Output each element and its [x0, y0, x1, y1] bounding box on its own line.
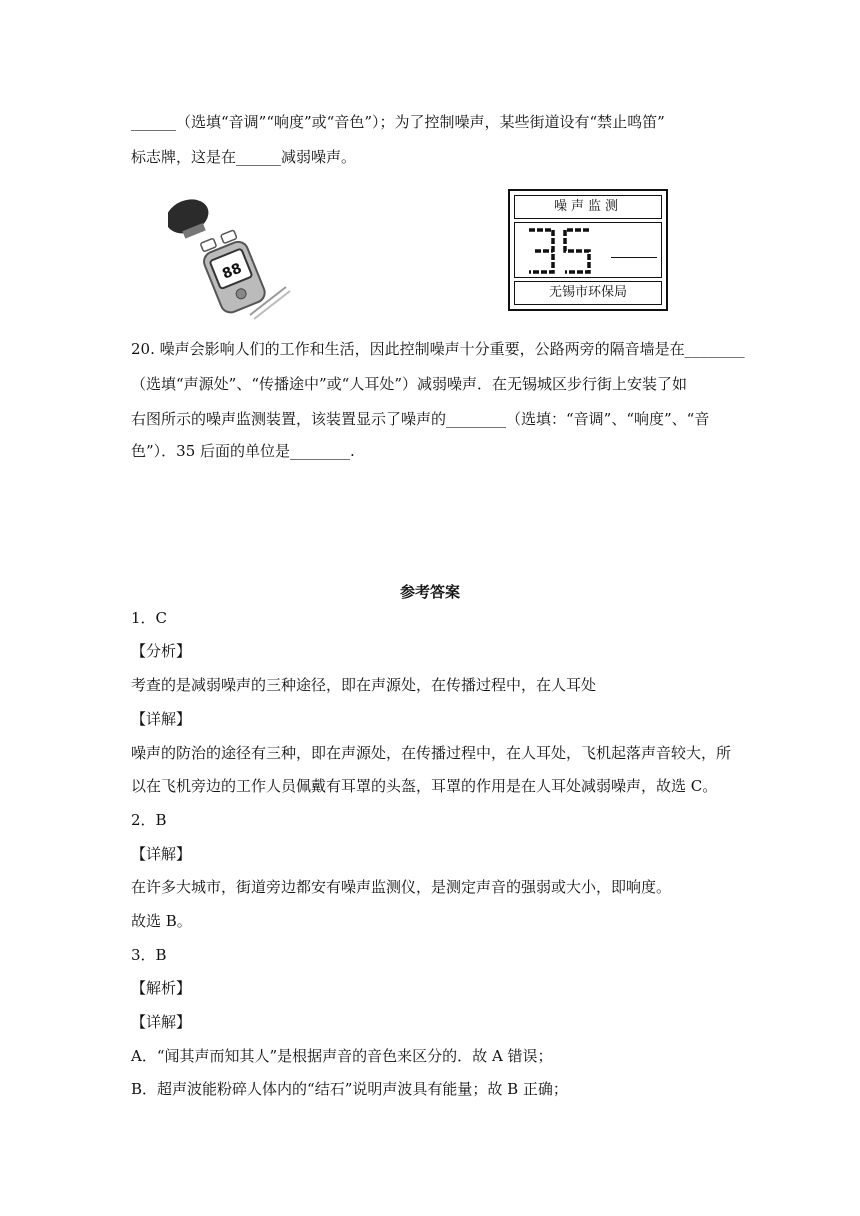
answer-line: 1．C	[131, 609, 168, 627]
answer-line: 2．B	[131, 811, 167, 829]
answer-line: 噪声的防治的途径有三种，即在声源处，在传播过程中，在人耳处，飞机起落声音较大，所	[131, 744, 732, 762]
monitor-reading-digits	[525, 227, 595, 275]
text-line: ______（选填“音调”“响度”或“音色”）；为了控制噪声，某些街道设有“禁止鸣笛”	[131, 113, 665, 131]
question-line: 20. 噪声会影响人们的工作和生活，因此控制噪声十分重要，公路两旁的隔音墙是在________	[131, 340, 745, 358]
answer-line: 【详解】	[131, 845, 192, 863]
question-line: 右图所示的噪声监测装置，该装置显示了噪声的________（选填：“音调”、“响度”、“音	[131, 410, 710, 428]
answer-line: A．“闻其声而知其人”是根据声音的音色来区分的．故 A 错误；	[131, 1047, 553, 1065]
text-line: 标志牌，这是在______减弱噪声。	[131, 148, 357, 166]
monitor-header: 噪声监测	[514, 195, 662, 219]
answer-line: 【解析】	[131, 979, 192, 997]
monitor-screen	[514, 222, 662, 278]
answer-line: 【分析】	[131, 642, 192, 660]
answer-line: 【详解】	[131, 710, 192, 728]
sound-level-meter-image	[168, 183, 292, 323]
answers-title: 参考答案	[399, 583, 460, 601]
unit-blank-line	[611, 257, 657, 258]
answer-line: B．超声波能粉碎人体内的“结石”说明声波具有能量；故 B 正确；	[131, 1080, 568, 1098]
question-line: （选填“声源处”、“传播途中”或“人耳处”）减弱噪声．在无锡城区步行街上安装了如	[131, 375, 688, 393]
noise-monitor-display	[508, 189, 668, 311]
answer-line: 考查的是减弱噪声的三种途径，即在声源处，在传播过程中，在人耳处	[131, 676, 597, 694]
answer-line: 在许多大城市，街道旁边都安有噪声监测仪，是测定声音的强弱或大小，即响度。	[131, 878, 672, 896]
answer-line: 【详解】	[131, 1013, 192, 1031]
monitor-footer: 无锡市环保局	[514, 281, 662, 305]
answer-line: 故选 B。	[131, 912, 192, 930]
answer-line: 3．B	[131, 946, 167, 964]
question-line: 色”）．35 后面的单位是________.	[131, 442, 355, 460]
svg-text:88: 88	[220, 260, 245, 283]
answer-line: 以在飞机旁边的工作人员佩戴有耳罩的头盔，耳罩的作用是在人耳处减弱噪声，故选 C。	[131, 777, 718, 795]
